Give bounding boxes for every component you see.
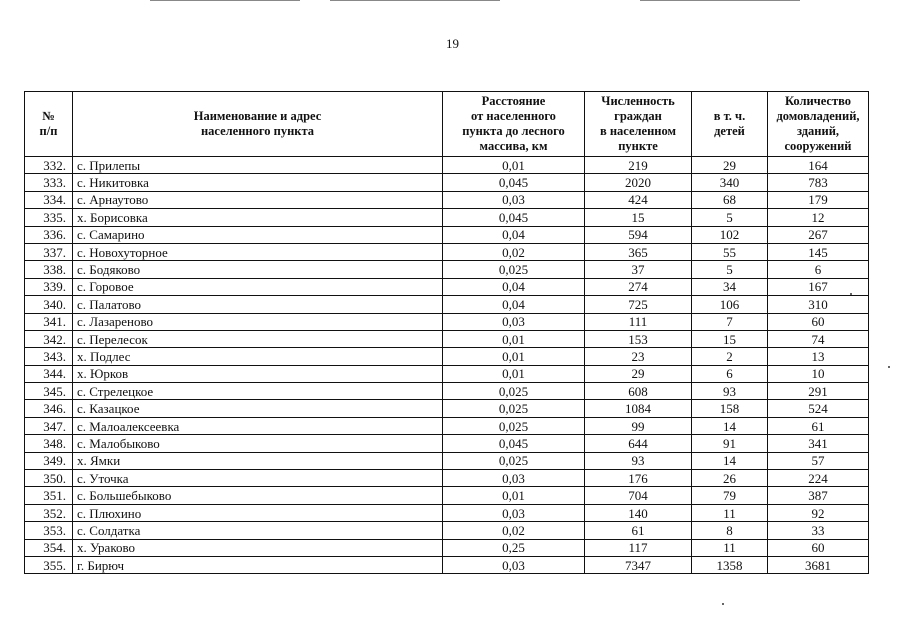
cell-buildings: 224 xyxy=(768,470,869,487)
table-row xyxy=(25,348,869,365)
cell-children: 14 xyxy=(692,452,768,469)
cell-number: 339. xyxy=(25,278,73,295)
cell-number: 334. xyxy=(25,191,73,208)
top-rule-right xyxy=(640,0,800,1)
cell-population: 644 xyxy=(585,435,692,452)
cell-distance: 0,25 xyxy=(443,539,585,556)
cell-buildings: 145 xyxy=(768,243,869,260)
table-row xyxy=(25,539,869,556)
cell-children: 93 xyxy=(692,383,768,400)
cell-settlement: с. Самарино xyxy=(73,226,443,243)
cell-settlement: с. Арнаутово xyxy=(73,191,443,208)
cell-children: 8 xyxy=(692,522,768,539)
cell-buildings: 310 xyxy=(768,296,869,313)
cell-distance: 0,03 xyxy=(443,313,585,330)
cell-population: 176 xyxy=(585,470,692,487)
header-distance: Расстояние от населенного пункта до лесного массива, км xyxy=(443,92,585,157)
cell-distance: 0,01 xyxy=(443,157,585,174)
table-row xyxy=(25,417,869,434)
cell-number: 336. xyxy=(25,226,73,243)
cell-population: 23 xyxy=(585,348,692,365)
cell-number: 340. xyxy=(25,296,73,313)
header-name: Наименование и адрес населенного пункта xyxy=(73,92,443,157)
cell-distance: 0,04 xyxy=(443,296,585,313)
scan-speck xyxy=(850,293,852,295)
cell-settlement: с. Прилепы xyxy=(73,157,443,174)
cell-children: 5 xyxy=(692,209,768,226)
page-number: 19 xyxy=(446,36,459,51)
cell-population: 140 xyxy=(585,504,692,521)
cell-distance: 0,025 xyxy=(443,400,585,417)
cell-settlement: с. Уточка xyxy=(73,470,443,487)
cell-settlement: с. Лазареново xyxy=(73,313,443,330)
scan-speck xyxy=(722,603,724,605)
cell-population: 117 xyxy=(585,539,692,556)
cell-population: 1084 xyxy=(585,400,692,417)
cell-settlement: с. Палатово xyxy=(73,296,443,313)
cell-children: 29 xyxy=(692,157,768,174)
cell-population: 111 xyxy=(585,313,692,330)
cell-distance: 0,02 xyxy=(443,522,585,539)
cell-children: 11 xyxy=(692,539,768,556)
cell-buildings: 524 xyxy=(768,400,869,417)
table-row xyxy=(25,243,869,260)
cell-distance: 0,04 xyxy=(443,226,585,243)
table-row xyxy=(25,365,869,382)
cell-children: 34 xyxy=(692,278,768,295)
cell-children: 11 xyxy=(692,504,768,521)
cell-settlement: х. Ямки xyxy=(73,452,443,469)
cell-population: 99 xyxy=(585,417,692,434)
cell-buildings: 60 xyxy=(768,313,869,330)
table-row xyxy=(25,452,869,469)
cell-population: 29 xyxy=(585,365,692,382)
cell-population: 365 xyxy=(585,243,692,260)
scan-speck xyxy=(888,366,890,368)
cell-population: 37 xyxy=(585,261,692,278)
cell-population: 153 xyxy=(585,330,692,347)
cell-buildings: 291 xyxy=(768,383,869,400)
cell-number: 351. xyxy=(25,487,73,504)
cell-number: 341. xyxy=(25,313,73,330)
cell-children: 79 xyxy=(692,487,768,504)
cell-distance: 0,025 xyxy=(443,417,585,434)
cell-buildings: 33 xyxy=(768,522,869,539)
cell-buildings: 167 xyxy=(768,278,869,295)
cell-buildings: 60 xyxy=(768,539,869,556)
table-header xyxy=(25,92,869,157)
table-row xyxy=(25,556,869,573)
cell-buildings: 92 xyxy=(768,504,869,521)
cell-number: 335. xyxy=(25,209,73,226)
cell-population: 424 xyxy=(585,191,692,208)
cell-number: 354. xyxy=(25,539,73,556)
cell-settlement: с. Малобыково xyxy=(73,435,443,452)
table-row xyxy=(25,470,869,487)
cell-population: 594 xyxy=(585,226,692,243)
cell-settlement: с. Стрелецкое xyxy=(73,383,443,400)
cell-buildings: 61 xyxy=(768,417,869,434)
cell-number: 347. xyxy=(25,417,73,434)
cell-children: 340 xyxy=(692,174,768,191)
cell-children: 68 xyxy=(692,191,768,208)
cell-number: 343. xyxy=(25,348,73,365)
table-row xyxy=(25,296,869,313)
cell-settlement: г. Бирюч xyxy=(73,556,443,573)
cell-children: 5 xyxy=(692,261,768,278)
table-row xyxy=(25,522,869,539)
cell-buildings: 57 xyxy=(768,452,869,469)
cell-distance: 0,03 xyxy=(443,556,585,573)
top-rule-middle xyxy=(330,0,500,1)
cell-number: 350. xyxy=(25,470,73,487)
cell-distance: 0,025 xyxy=(443,383,585,400)
table-row xyxy=(25,278,869,295)
table-row xyxy=(25,487,869,504)
cell-population: 61 xyxy=(585,522,692,539)
cell-number: 348. xyxy=(25,435,73,452)
cell-distance: 0,045 xyxy=(443,209,585,226)
top-rule-left xyxy=(150,0,300,1)
header-number: № п/п xyxy=(25,92,73,157)
cell-distance: 0,025 xyxy=(443,452,585,469)
cell-children: 6 xyxy=(692,365,768,382)
cell-settlement: х. Юрков xyxy=(73,365,443,382)
cell-buildings: 13 xyxy=(768,348,869,365)
cell-distance: 0,01 xyxy=(443,330,585,347)
cell-children: 2 xyxy=(692,348,768,365)
header-children: в т. ч. детей xyxy=(692,92,768,157)
cell-children: 102 xyxy=(692,226,768,243)
cell-children: 91 xyxy=(692,435,768,452)
table-row xyxy=(25,191,869,208)
cell-children: 1358 xyxy=(692,556,768,573)
cell-population: 608 xyxy=(585,383,692,400)
cell-number: 355. xyxy=(25,556,73,573)
cell-settlement: с. Никитовка xyxy=(73,174,443,191)
cell-settlement: с. Новохуторное xyxy=(73,243,443,260)
header-buildings: Количество домовладений, зданий, сооружений xyxy=(768,92,869,157)
cell-buildings: 6 xyxy=(768,261,869,278)
cell-distance: 0,03 xyxy=(443,504,585,521)
cell-distance: 0,04 xyxy=(443,278,585,295)
header-population: Численность граждан в населенном пункте xyxy=(585,92,692,157)
cell-settlement: с. Перелесок xyxy=(73,330,443,347)
cell-buildings: 10 xyxy=(768,365,869,382)
table-row xyxy=(25,226,869,243)
cell-children: 55 xyxy=(692,243,768,260)
cell-distance: 0,025 xyxy=(443,261,585,278)
cell-settlement: с. Малоалексеевка xyxy=(73,417,443,434)
cell-number: 353. xyxy=(25,522,73,539)
cell-population: 704 xyxy=(585,487,692,504)
cell-buildings: 267 xyxy=(768,226,869,243)
cell-population: 93 xyxy=(585,452,692,469)
cell-number: 349. xyxy=(25,452,73,469)
cell-population: 15 xyxy=(585,209,692,226)
cell-buildings: 164 xyxy=(768,157,869,174)
cell-population: 219 xyxy=(585,157,692,174)
cell-population: 725 xyxy=(585,296,692,313)
cell-buildings: 74 xyxy=(768,330,869,347)
cell-population: 2020 xyxy=(585,174,692,191)
cell-number: 346. xyxy=(25,400,73,417)
cell-population: 7347 xyxy=(585,556,692,573)
table-row xyxy=(25,313,869,330)
table-row xyxy=(25,400,869,417)
cell-distance: 0,01 xyxy=(443,487,585,504)
cell-number: 352. xyxy=(25,504,73,521)
cell-number: 338. xyxy=(25,261,73,278)
table-row xyxy=(25,157,869,174)
table-row xyxy=(25,209,869,226)
cell-settlement: с. Горовое xyxy=(73,278,443,295)
cell-settlement: х. Ураково xyxy=(73,539,443,556)
table-row xyxy=(25,435,869,452)
cell-number: 332. xyxy=(25,157,73,174)
cell-settlement: х. Борисовка xyxy=(73,209,443,226)
cell-buildings: 387 xyxy=(768,487,869,504)
table-row xyxy=(25,504,869,521)
cell-number: 333. xyxy=(25,174,73,191)
table-row xyxy=(25,330,869,347)
cell-distance: 0,045 xyxy=(443,174,585,191)
cell-children: 26 xyxy=(692,470,768,487)
cell-buildings: 783 xyxy=(768,174,869,191)
cell-settlement: с. Плюхино xyxy=(73,504,443,521)
cell-settlement: с. Солдатка xyxy=(73,522,443,539)
table-row xyxy=(25,261,869,278)
cell-distance: 0,045 xyxy=(443,435,585,452)
cell-children: 14 xyxy=(692,417,768,434)
cell-settlement: с. Большебыково xyxy=(73,487,443,504)
table-body xyxy=(25,157,869,574)
cell-children: 158 xyxy=(692,400,768,417)
cell-children: 7 xyxy=(692,313,768,330)
cell-number: 344. xyxy=(25,365,73,382)
cell-number: 337. xyxy=(25,243,73,260)
cell-settlement: с. Казацкое xyxy=(73,400,443,417)
cell-buildings: 3681 xyxy=(768,556,869,573)
settlements-table xyxy=(24,91,869,574)
cell-children: 106 xyxy=(692,296,768,313)
table-row xyxy=(25,383,869,400)
cell-buildings: 341 xyxy=(768,435,869,452)
cell-settlement: х. Подлес xyxy=(73,348,443,365)
cell-number: 342. xyxy=(25,330,73,347)
cell-distance: 0,02 xyxy=(443,243,585,260)
cell-population: 274 xyxy=(585,278,692,295)
cell-distance: 0,01 xyxy=(443,348,585,365)
cell-buildings: 179 xyxy=(768,191,869,208)
cell-distance: 0,03 xyxy=(443,191,585,208)
cell-distance: 0,01 xyxy=(443,365,585,382)
cell-buildings: 12 xyxy=(768,209,869,226)
cell-settlement: с. Бодяково xyxy=(73,261,443,278)
cell-children: 15 xyxy=(692,330,768,347)
table-row xyxy=(25,174,869,191)
cell-number: 345. xyxy=(25,383,73,400)
cell-distance: 0,03 xyxy=(443,470,585,487)
